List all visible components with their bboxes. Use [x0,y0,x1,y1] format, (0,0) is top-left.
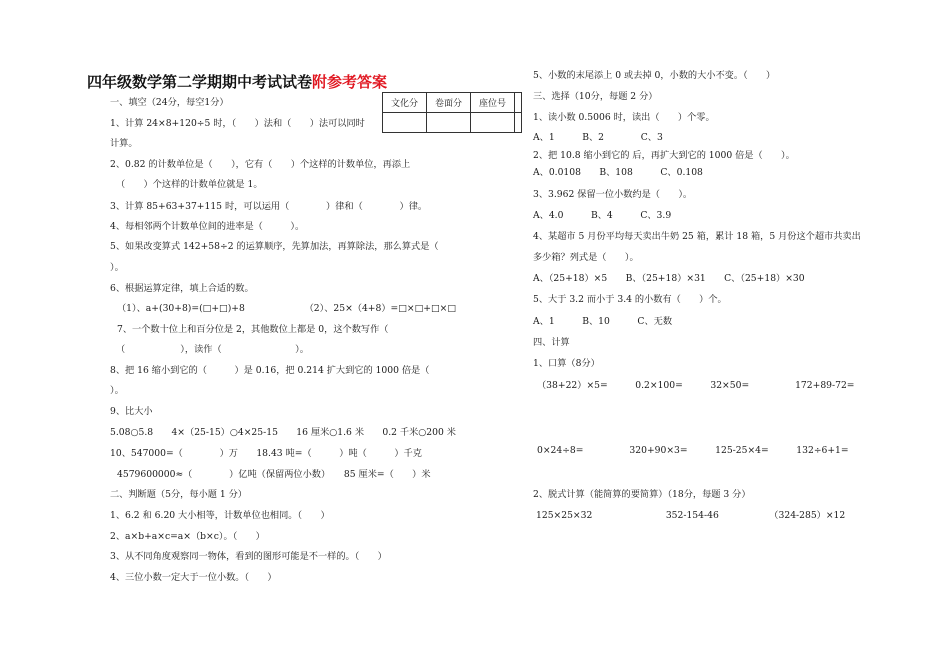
question-line: 3、计算 85+63+37+115 时，可以运用（ ）律和（ ）律。 [110,201,428,212]
exam-title [87,71,387,92]
calculation-row: 125×25×32 352-154-46 （324-285）×12 [536,510,846,521]
question-line: 2、a×b+a×c=a×（b×c）。（ ） [110,531,265,542]
answer-options: A、0.0108 B、108 C、0.108 [533,167,703,178]
question-line: 1、读小数 0.5006 时，读出（ ）个零。 [533,112,715,123]
question-line: 2、脱式计算（能简算的要简算）（18分，每题 3 分） [533,489,751,500]
question-line: 5、如果改变算式 142+58÷2 的运算顺序，先算加法，再算除法，那么算式是（ [110,241,439,252]
question-line: 多少箱？列式是（ ）。 [533,252,639,263]
question-line: 3、从不同角度观察同一物体，看到的图形可能是不一样的。（ ） [110,551,387,562]
score-cell-seat[interactable] [471,113,515,133]
question-line: 3、3.962 保留一位小数约是（ ）。 [533,189,693,200]
score-header-blank [515,93,522,113]
mental-math-row: 0×24÷8= 320+90×3= 125-25×4= 132÷6+1= [537,445,849,456]
question-line: 10、547000=（ ）万 18.43 吨=（ ）吨（ ）千克 [110,448,422,459]
answer-options: A、（25+18）×5 B、（25+18）×31 C、（25+18）×30 [533,273,805,284]
question-line: 1、6.2 和 6.20 大小相等，计数单位也相同。（ ） [110,510,330,521]
section-heading: 三、选择（10分，每题 2 分） [533,91,658,102]
score-header-seat: 座位号 [471,93,515,113]
question-line: 4、三位小数一定大于一位小数。（ ） [110,572,277,583]
question-line: 5、小数的末尾添上 0 或去掉 0，小数的大小不变。（ ） [533,70,776,81]
score-header-culture: 文化分 [383,93,427,113]
question-line: （1）、a+(30+8)=(□+□)+8 （2）、25×（4+8）=□×□+□×□ [117,303,457,314]
score-cell-neatness[interactable] [427,113,471,133]
score-cell-culture[interactable] [383,113,427,133]
question-line: 2、0.82 的计数单位是（ ），它有（ ）个这样的计数单位，再添上 [110,159,411,170]
question-line: 7、一个数十位上和百分位是 2，其他数位上都是 0，这个数写作（ [117,324,389,335]
question-line: 4、每相邻两个计数单位间的进率是（ ）。 [110,221,305,232]
answer-options: A、4.0 B、4 C、3.9 [533,210,672,221]
score-header-neatness: 卷面分 [427,93,471,113]
mental-math-row: （38+22）×5= 0.2×100= 32×50= 172+89-72= [537,380,855,391]
question-line: （ ）个这样的计数单位就是 1。 [116,179,263,190]
question-line: 2、把 10.8 缩小到它的 后，再扩大到它的 1000 倍是（ ）。 [533,150,795,161]
question-line: 4579600000≈（ ）亿吨（保留两位小数） 85 厘米=（ ）米 [117,469,431,480]
question-line: 1、口算（8分） [533,358,600,369]
question-line: 计算。 [110,138,138,149]
section-heading: 四、计算 [533,337,570,348]
question-line: （ ），读作（ ）。 [116,344,309,355]
section-heading: 二、判断题（5分，每小题 1 分） [110,489,247,500]
question-line: ）。 [110,262,124,273]
score-table [382,92,522,133]
question-line: ）。 [110,385,124,396]
question-line: 4、某超市 5 月份平均每天卖出牛奶 25 箱，累计 18 箱，5 月份这个超市共卖出 [533,231,861,242]
question-line: 5.08○5.8 4×（25-15）○4×25-15 16 厘米○1.6 米 0.2 千米○200 米 [110,427,456,438]
score-cell-blank [515,113,522,133]
answer-options: A、1 B、2 C、3 [533,132,663,143]
question-line: 9、比大小 [110,406,153,417]
question-line: 1、计算 24×8+120÷5 时，（ ）法和（ ）法可以同时 [110,118,365,129]
question-line: 8、把 16 缩小到它的（ ）是 0.16，把 0.214 扩大到它的 1000 倍是（ [110,365,430,376]
question-line: 5、大于 3.2 而小于 3.4 的小数有（ ）个。 [533,294,727,305]
exam-title-main: 四年级数学第二学期期中考试试卷 [87,73,313,91]
answer-options: A、1 B、10 C、无数 [533,316,673,327]
question-line: 6、根据运算定律，填上合适的数。 [110,283,254,294]
section-heading: 一、填空（24分，每空1分） [110,97,229,108]
exam-title-suffix: 附参考答案 [312,73,388,91]
